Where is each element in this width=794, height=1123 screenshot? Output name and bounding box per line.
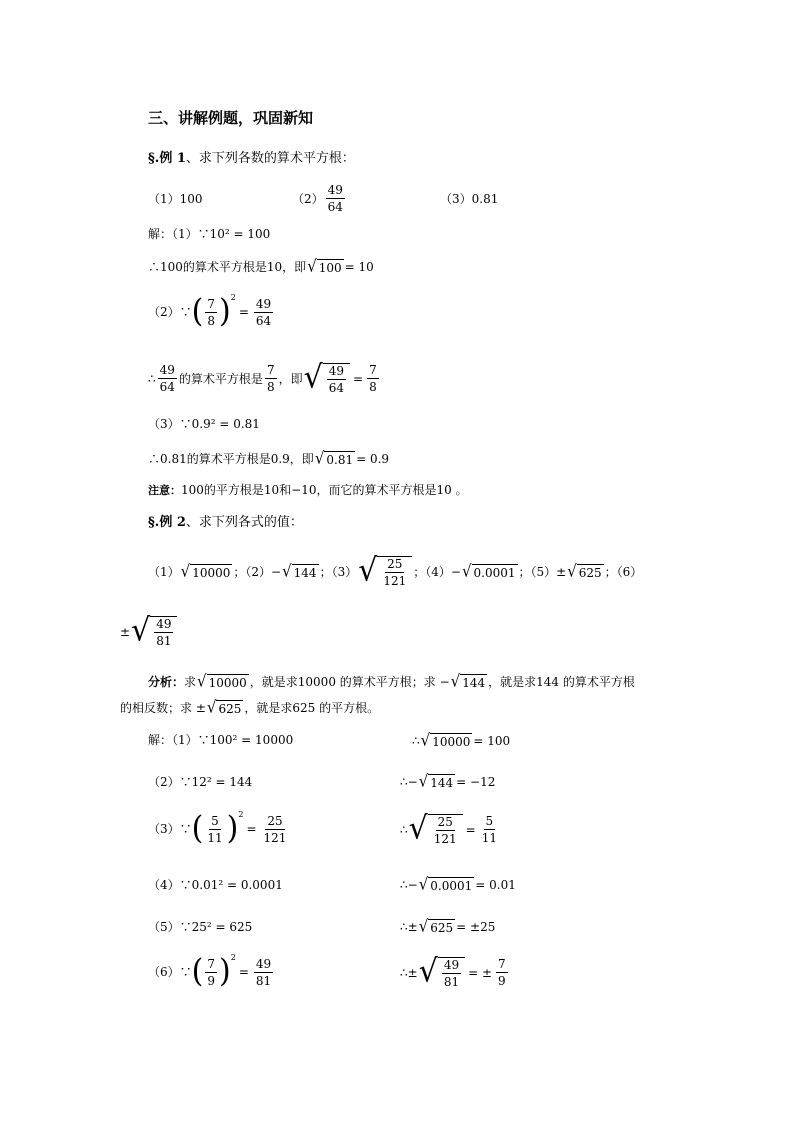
ex2-sol-4b: ∴− √ 0.0001 = 0.01	[400, 874, 516, 894]
ex2-sol-1b: ∴ √ 10000 = 100	[412, 730, 511, 750]
example-1-heading	[148, 152, 355, 165]
ex1-solution-3a: （3）∵0.9² = 0.81	[148, 417, 260, 431]
ex1-solution-2b: ∴ $\frac{49}{64}$ 的算术平方根是 $\frac{7}{8}$ ，即 √ $\frac{49}{64}$ = $\frac{7}{8}$	[148, 359, 377, 396]
ex2-question-6: ± √ $\frac{49}{81}$	[120, 616, 178, 647]
ex2-sol-6b: ∴± √ $\frac{49}{81}$ = ± $\frac{7}{9}$	[400, 953, 506, 990]
ex2-sol-2b: ∴− √ 144 = −12	[400, 771, 496, 791]
ex1-item-3: （3）0.81	[440, 192, 499, 206]
fraction: $\frac{49}{64}$	[327, 183, 343, 214]
example-2-heading	[148, 516, 303, 529]
ex1-item-1: （1）100	[148, 192, 203, 206]
example-2-prompt: 、求下列各式的值：	[185, 515, 303, 530]
ex1-solution-1a: 解：（1）∵10² = 100	[148, 227, 271, 241]
example-1-prompt: 、求下列各数的算术平方根：	[185, 151, 355, 166]
ex1-item-2: （2） $\frac{49}{64}$	[292, 183, 343, 214]
ex1-solution-3b: ∴0.81的算术平方根是0.9，即 √ 0.81 = 0.9	[148, 448, 390, 468]
sqrt: √ 100	[307, 256, 342, 276]
ex2-sol-1a: 解：（1）∵100² = 10000	[148, 733, 294, 747]
sqrt: √ $\frac{49}{64}$	[304, 363, 350, 394]
ex2-questions: （1） √ 10000 ；（2）− √ 144 ；（3） √ $\frac{25}{121}$ ；（4）− √ 0.0001 ；（5）± √ 625 ；（6）	[148, 552, 643, 589]
example-2-label: §.例 2	[148, 515, 186, 530]
ex2-sol-4a: （4）∵0.01² = 0.0001	[148, 878, 283, 892]
ex2-analysis-line-2: 的相反数；求 ± √ 625 ，就是求625 的平方根。	[120, 697, 380, 717]
ex2-sol-5a: （5）∵25² = 625	[148, 920, 253, 934]
ex1-solution-2a: （2）∵ ( $\frac{7}{8}$ ) 2 = $\frac{49}{64}$	[148, 293, 272, 330]
ex2-sol-2a: （2）∵12² = 144	[148, 775, 253, 789]
example-1-label: §.例 1	[148, 151, 186, 166]
section-title: 三、讲解例题，巩固新知	[148, 109, 314, 127]
ex2-analysis-line-1: 分析： 求 √ 10000 ，就是求10000 的算术平方根；求 − √ 144 ，就是求144 的算术平方根	[148, 671, 635, 691]
ex2-sol-3b: ∴ √ $\frac{25}{121}$ = $\frac{5}{11}$	[400, 810, 498, 847]
ex2-sol-5b: ∴± √ 625 = ±25	[400, 916, 496, 936]
ex1-note: 注意：100的平方根是10和−10，而它的算术平方根是10 。	[148, 483, 468, 497]
ex1-solution-1b: ∴100的算术平方根是10，即 √ 100 = 10	[148, 256, 374, 276]
ex2-sol-6a: （6）∵ ( $\frac{7}{9}$ ) 2 = $\frac{49}{81}$	[148, 953, 272, 990]
ex2-sol-3a: （3）∵ ( $\frac{5}{11}$ ) 2 = $\frac{25}{121}$	[148, 810, 287, 847]
